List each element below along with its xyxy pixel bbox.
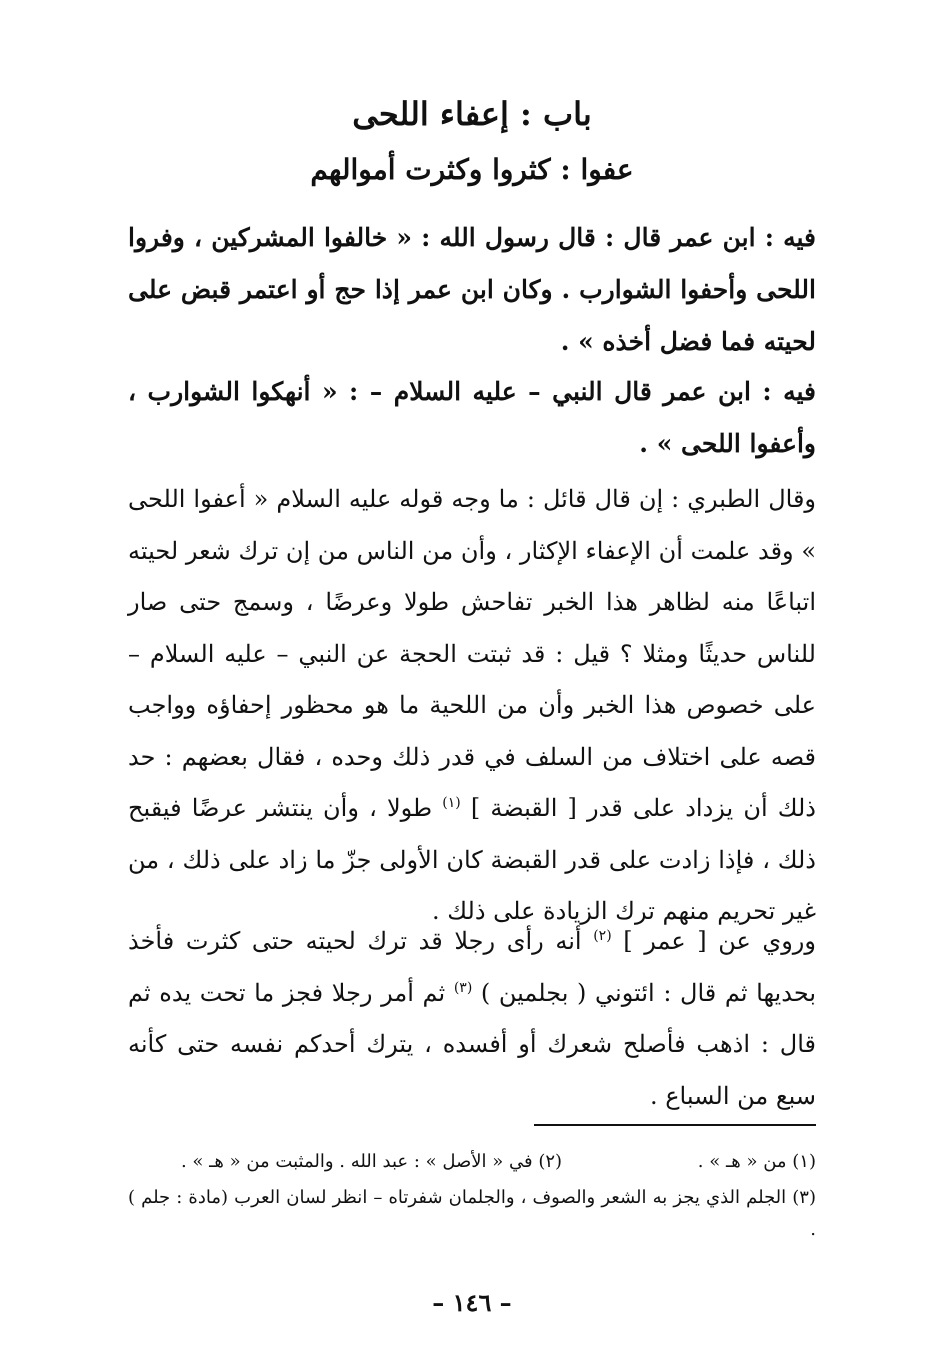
narration-text-part-3: ثم أمر رجلا فجز ما تحت يده ثم قال : اذهب فأصلح شعرك أو أفسده ، يترك أحدكم نفسه حتى كأنه سبع من السباع . bbox=[128, 978, 816, 1110]
chapter-subtitle: عفوا : كثروا وكثرت أموالهم bbox=[310, 153, 634, 186]
narration-paragraph bbox=[128, 916, 816, 1122]
footnote-marker-2: (٢) bbox=[593, 928, 612, 944]
footnote-separator bbox=[534, 1124, 816, 1126]
tabari-commentary-paragraph bbox=[128, 474, 816, 938]
page-number: – ١٤٦ – bbox=[432, 1288, 512, 1317]
footnote-3: (٣) الجلم الذي يجز به الشعر والصوف ، والجلمان شفرتاه – انظر لسان العرب (مادة : جلم ) . bbox=[128, 1187, 816, 1240]
footnote-1: (١) من « هـ » . bbox=[697, 1151, 816, 1172]
footnote-2: (٢) في « الأصل » : عبد الله . والمثبت من « هـ » . bbox=[180, 1151, 563, 1172]
narration-text-part-1: وروي عن [ عمر ] bbox=[623, 927, 816, 955]
narration-text-part-2: أنه رأى رجلا قد ترك لحيته حتى كثرت فأخذ بحديها ثم قال : ائتوني ( بجلمين ) bbox=[128, 927, 816, 1007]
footnote-marker-3: (٣) bbox=[453, 979, 473, 996]
commentary-text-part-1: وقال الطبري : إن قال قائل : ما وجه قوله عليه السلام « أعفوا اللحى » وقد علمت أن الإعفاء الإكثار ، وأن من الناس من إن ترك شعر لحيته اتباعًا منه لظاهر هذا الخبر تفاحش طولا وعرضًا ، وسمج حتى صار للناس حديثًا ومثلا ؟ قيل : قد ثبتت الحجة عن النبي – عليه السلام – على خصوص هذا الخبر وأن من اللحية ما هو محظور إحفاؤه وواجب قصه على اختلاف من السلف في قدر ذلك وحده ، فقال بعضهم : حد ذلك أن يزداد على قدر [ القبضة ] bbox=[128, 485, 817, 822]
hadith-paragraph-1: فيه : ابن عمر قال : قال رسول الله : « خالفوا المشركين ، وفروا اللحى وأحفوا الشوارب . وكان ابن عمر إذا حج أو اعتمر قبض على لحيته فما فضل أخذه » . bbox=[128, 223, 816, 356]
footnote-marker-1: (١) bbox=[442, 795, 461, 811]
footnotes-row-1 bbox=[128, 1146, 816, 1178]
commentary-text-part-2: طولا ، وأن ينتشر عرضًا فيقبح ذلك ، فإذا زادت على قدر القبضة كان الأولى جزّ ما زاد على ذلك ، من غير تحريم منهم ترك الزيادة على ذلك . bbox=[128, 794, 816, 925]
hadith-paragraph-2: فيه : ابن عمر قال النبي – عليه السلام – : « أنهكوا الشوارب ، وأعفوا اللحى » . bbox=[128, 377, 816, 458]
chapter-title: باب : إعفاء اللحى bbox=[352, 95, 592, 133]
